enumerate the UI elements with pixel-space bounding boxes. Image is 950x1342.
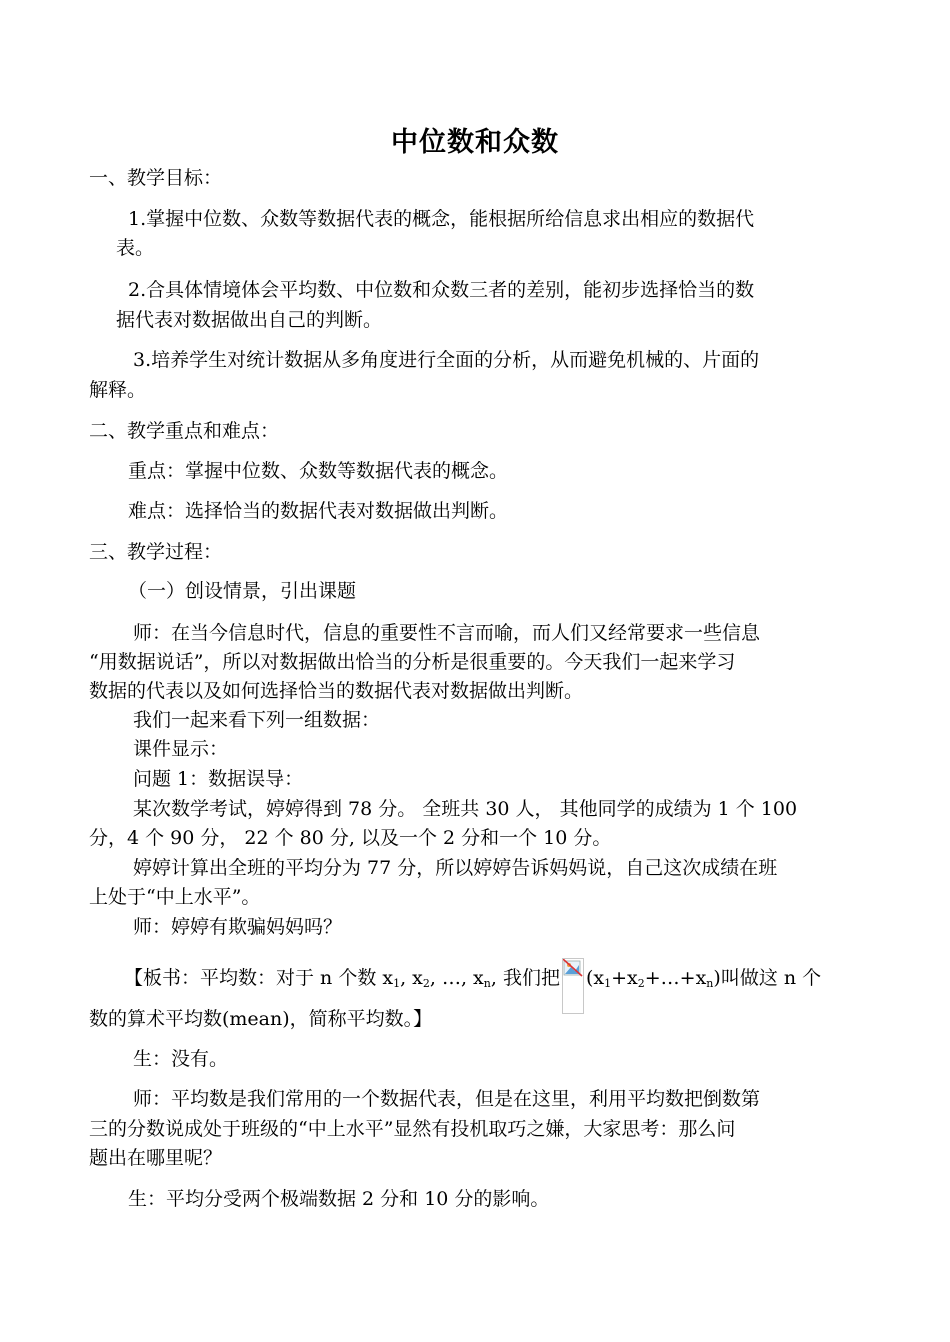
section-heading-process: 三、教学过程： [89,541,223,563]
average-line-2: 上处于“中上水平”。 [89,886,261,908]
student-answer-2: 生：平均分受两个极端数据 2 分和 10 分的影响。 [128,1188,550,1210]
average-line-1: 婷婷计算出全班的平均分为 77 分，所以婷婷告诉妈妈说，自己这次成绩在班 [133,857,778,879]
teacher-line-2: “用数据说话”，所以对数据做出恰当的分析是很重要的。今天我们一起来学习 [89,651,736,673]
section-heading-key-points: 二、教学重点和难点： [89,420,280,442]
goal-3-line-1: 3.培养学生对统计数据从多角度进行全面的分析，从而避免机械的、片面的 [133,349,760,371]
problem-1-heading: 问题 1：数据误导： [133,768,304,790]
exam-line-2: 分，4 个 90 分， 22 个 80 分, 以及一个 2 分和一个 10 分。 [89,827,612,849]
board-line-1: 【板书：平均数：对于 n 个数 $x_1$, $x_2$, …, $x_n$, 我们把 $(x_1+x_2+\dots+x_n)$叫做这 n 个 [124,958,821,1014]
page-title: 中位数和众数 [391,127,559,158]
goal-2-line-2: 据代表对数据做出自己的判断。 [116,309,383,331]
section-heading-goals: 一、教学目标： [89,167,223,189]
board-text-post: 叫做这 n 个 [720,967,822,989]
teacher-line-1: 师：在当今信息时代，信息的重要性不言而喻，而人们又经常要求一些信息 [133,622,761,644]
teacher2-line-2: 三的分数说成处于班级的“中上水平”显然有投机取巧之嫌，大家思考：那么问 [89,1118,736,1140]
goal-1-line-2: 表。 [116,237,155,259]
teacher-line-3: 数据的代表以及如何选择恰当的数据代表对数据做出判断。 [89,680,584,702]
exam-line-1: 某次数学考试，婷婷得到 78 分。 全班共 30 人， 其他同学的成绩为 1 个 100 [133,798,798,820]
difficulty: 难点：选择恰当的数据代表对数据做出判断。 [128,500,509,522]
teacher2-line-3: 题出在哪里呢？ [89,1147,223,1169]
key-point: 重点：掌握中位数、众数等数据代表的概念。 [128,460,509,482]
board-line-2: 数的算术平均数(mean)，简称平均数。】 [89,1008,433,1030]
board-text-pre: 【板书：平均数：对于 n 个数 x [124,967,394,989]
goal-3-line-2: 解释。 [89,379,147,401]
courseware-label: 课件显示： [133,738,229,760]
board-text-mid: 我们把 [502,967,560,989]
student-answer-1: 生：没有。 [133,1048,229,1070]
broken-image-icon [562,958,584,1014]
goal-2-line-1: 2.合具体情境体会平均数、中位数和众数三者的差别，能初步选择恰当的数 [128,279,755,301]
goal-1-line-1: 1.掌握中位数、众数等数据代表的概念，能根据所给信息求出相应的数据代 [128,208,755,230]
teacher2-line-1: 师：平均数是我们常用的一个数据代表，但是在这里，利用平均数把倒数第 [133,1088,761,1110]
teacher-question: 师：婷婷有欺骗妈妈吗？ [133,916,343,938]
look-at-data: 我们一起来看下列一组数据： [133,709,381,731]
subsection-heading: （一）创设情景，引出课题 [128,580,357,602]
